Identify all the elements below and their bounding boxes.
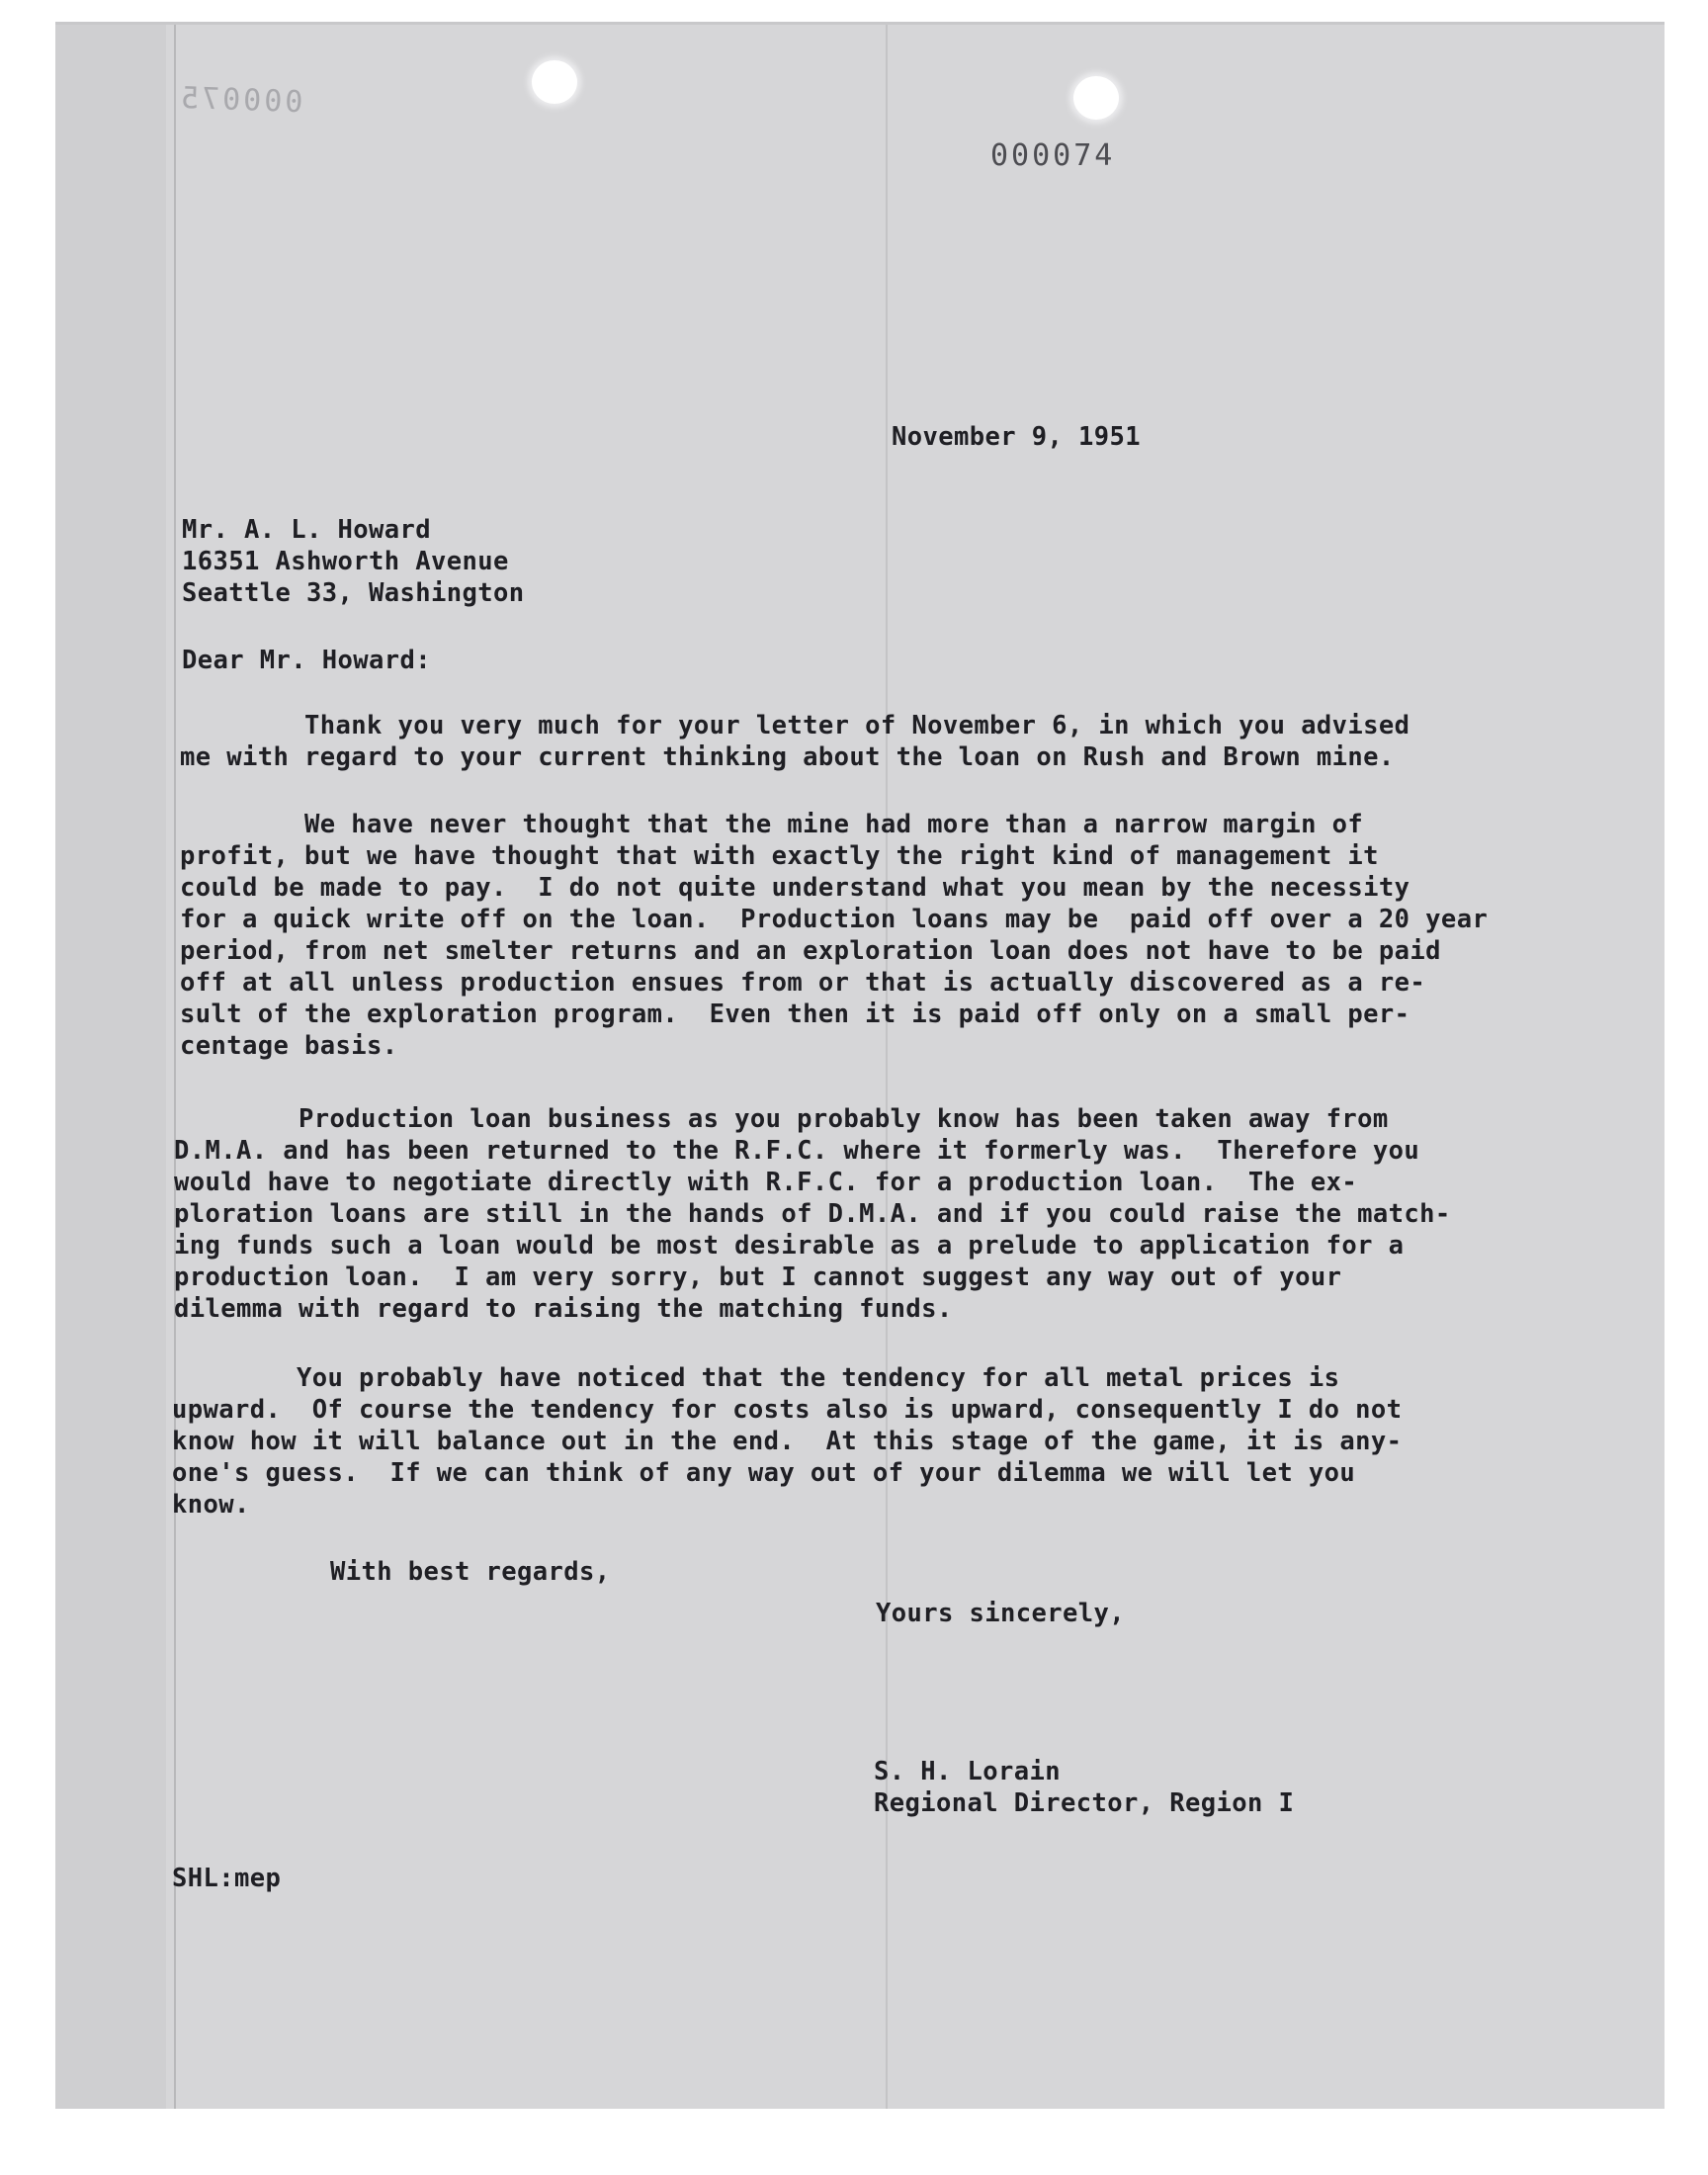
closing-line: Yours sincerely, [876,1599,1126,1628]
body-line: period, from net smelter returns and an exploration loan does not have to be paid [180,936,1441,966]
body-line: Production loan business as you probably know has been taken away from [174,1104,1389,1134]
body-line: You probably have noticed that the tendency for all metal prices is [172,1363,1340,1393]
body-line: dilemma with regard to raising the matching funds. [174,1294,953,1324]
reference-initials: SHL:mep [172,1864,282,1893]
paragraph-3 [174,1103,1451,1325]
body-line: D.M.A. and has been returned to the R.F.C. where it formerly was. Therefore you [174,1136,1420,1166]
body-line: one's guess. If we can think of any way out of your dilemma we will let you [172,1458,1356,1488]
address-line: 16351 Ashworth Avenue [182,547,509,576]
body-line: production loan. I am very sorry, but I cannot suggest any way out of your [174,1262,1342,1292]
body-line: off at all unless production ensues from or that is actually discovered as a re- [180,968,1426,998]
paragraph-1 [180,710,1409,773]
paragraph-4 [172,1362,1402,1521]
body-line: We have never thought that the mine had more than a narrow margin of [180,810,1364,839]
punch-hole-right [1073,76,1119,120]
letter-date: November 9, 1951 [892,422,1142,452]
body-line: centage basis. [180,1031,398,1061]
letter-sheet [55,22,1665,2109]
left-fold-line [174,25,176,2109]
address-line: Mr. A. L. Howard [182,515,432,545]
body-line: for a quick write off on the loan. Production loans may be paid off over a 20 year [180,905,1489,934]
regards-line: With best regards, [330,1557,611,1587]
signer-title: Regional Director, Region I [874,1788,1295,1818]
address-line: Seattle 33, Washington [182,578,525,608]
signature-block [874,1756,1294,1819]
body-line: sult of the exploration program. Even then it is paid off only on a small per- [180,1000,1410,1029]
body-line: ing funds such a loan would be most desirable as a prelude to application for a [174,1231,1405,1261]
body-line: ploration loans are still in the hands of D.M.A. and if you could raise the match- [174,1199,1451,1229]
punch-hole-left [532,60,577,104]
salutation: Dear Mr. Howard: [182,646,432,675]
body-line: upward. Of course the tendency for costs also is upward, consequently I do not [172,1395,1403,1425]
inside-address [182,514,525,609]
paragraph-2 [180,809,1488,1062]
file-number-stamp: 000074 [990,138,1116,173]
body-line: Thank you very much for your letter of November 6, in which you advised [180,711,1410,740]
body-line: know. [172,1490,250,1520]
body-line: could be made to pay. I do not quite understand what you mean by the necessity [180,873,1410,903]
signer-name: S. H. Lorain [874,1757,1062,1786]
body-line: would have to negotiate directly with R.F.C. for a production loan. The ex- [174,1168,1358,1197]
body-line: know how it will balance out in the end. At this stage of the game, it is any- [172,1427,1403,1456]
body-line: me with regard to your current thinking about the loan on Rush and Brown mine. [180,742,1395,772]
body-line: profit, but we have thought that with exactly the right kind of management it [180,841,1379,871]
bleed-through-number: 000075 [177,80,303,121]
